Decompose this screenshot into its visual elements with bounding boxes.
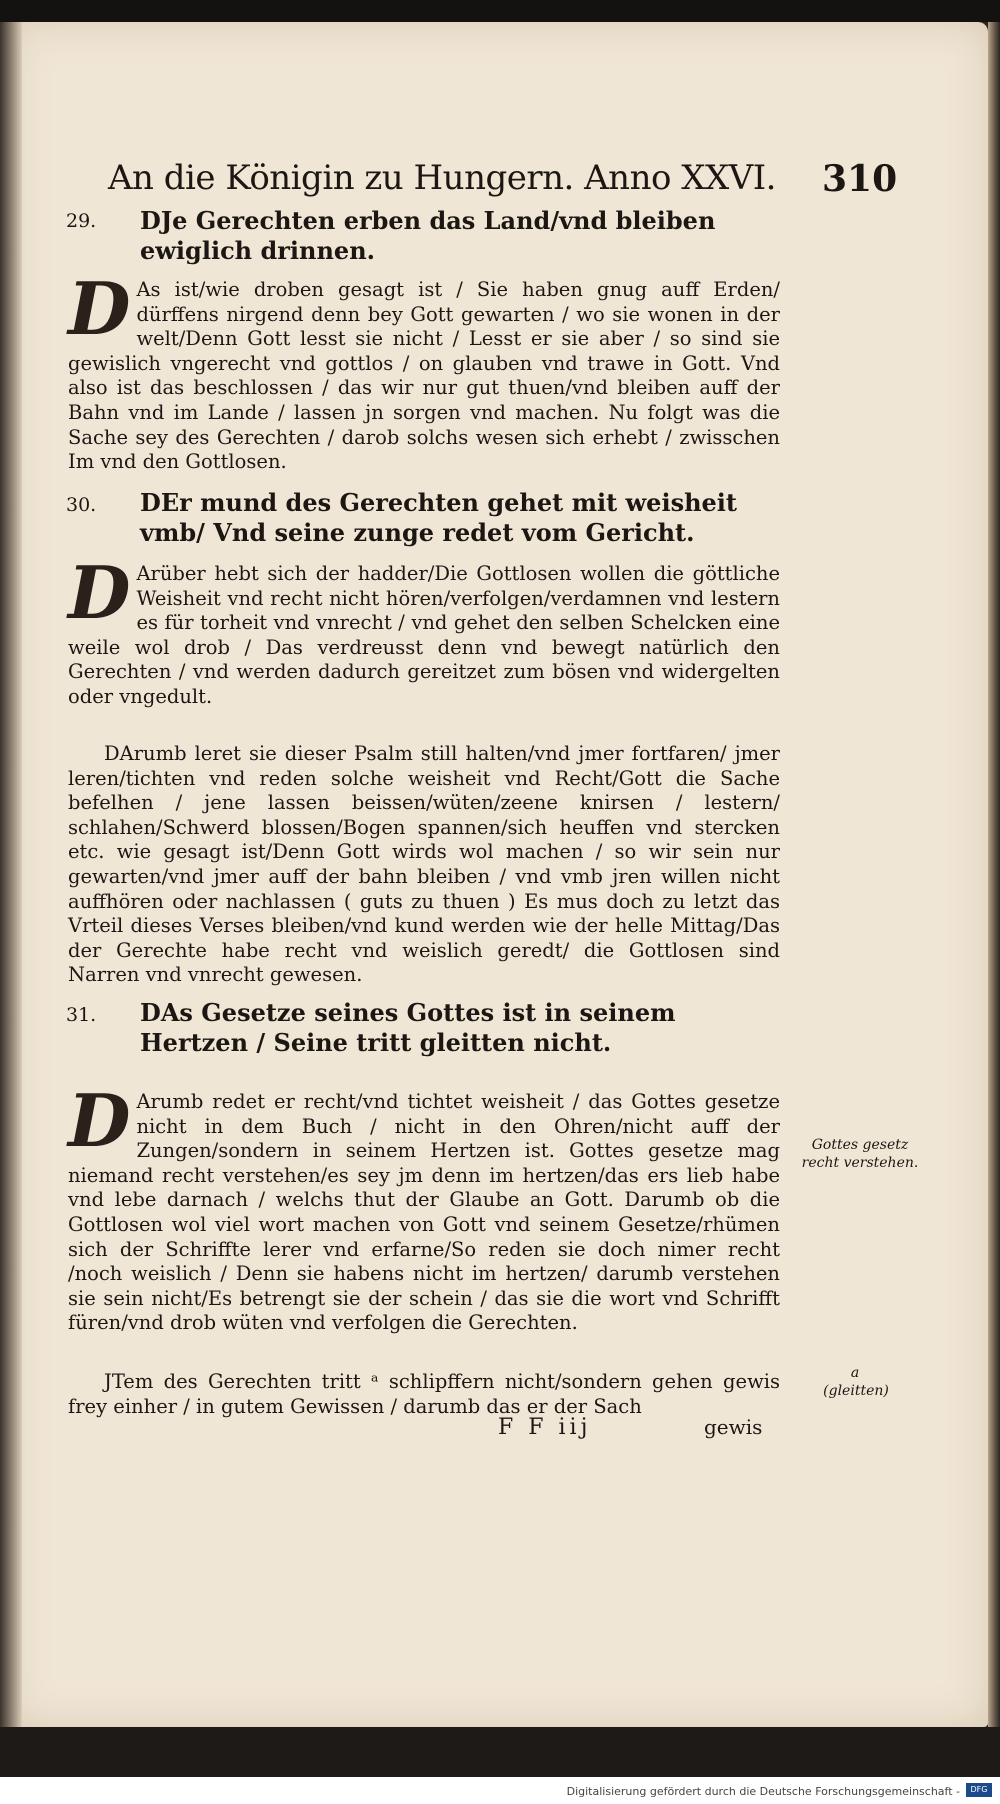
paragraph-text: Arüber hebt sich der hadder/Die Gottlosen wollen die göttliche Weisheit vnd recht nicht hören/verfolgen/verdamnen vnd lestern es für torheit vnd vnrecht / vnd gehet den selben Schelcken eine weile wol drob / Das verdreusst denn vnd bewegt natürlich den Gerechten / vnd werden dadurch gereitzet zum bösen vnd widergelten oder vngedult. <box>68 562 780 708</box>
drop-cap: D <box>68 1078 131 1163</box>
scan-bottom-border <box>0 1727 1000 1777</box>
commentary-paragraph <box>68 742 780 988</box>
drop-cap: D <box>68 266 131 351</box>
running-head: An die Königin zu Hungern. Anno XXVI. <box>108 158 776 198</box>
page-edge <box>988 22 1000 1727</box>
paragraph-text: Arumb redet er recht/vnd tichtet weisheit / das Gottes gesetze nicht in dem Buch / nicht in den Ohren/nicht auff der Zungen/sondern in seinem Hertzen ist. Gottes gesetze mag niemand recht verstehen/es sey jm denn im hertzen/das ers lieb habe vnd lebe darnach / welchs thut der Glaube an Gott. Darumb ob die Gottlosen wol viel wort machen von Gott vnd seinem Gesetze/rhümen sich der Schriffte lerer vnd erfarne/So reden sie doch nimer recht /noch weislich / Denn sie habens nicht im hertzen/ darumb verstehen sie sein nicht/Es betrengt sie der schein / das sie die wort vnd Schrifft füren/vnd drob wüten vnd verfolgen die Gerechten. <box>68 1090 780 1335</box>
commentary-paragraph <box>68 266 780 475</box>
verse-number: 29. <box>66 210 97 232</box>
scan-footer <box>0 1777 1000 1804</box>
book-spine <box>0 22 22 1727</box>
paragraph-text: DArumb leret sie dieser Psalm still halten/vnd jmer fortfaren/ jmer leren/tichten vnd reden solche weisheit vnd Recht/Gott die Sache befelhen / jene lassen beissen/wüten/zeene knirsen / lestern/ schlahen/Schwerd blossen/Bogen spannen/sich heuffen vnd stercken etc. wie gesagt ist/Denn Gott wirds wol machen / so wir sein nur gewarten/vnd jmer auff der bahn bleiben / vnd vmb jren willen nicht auffhören oder nachlassen ( guts zu thuen ) Es mus doch zu letzt das Vrteil dieses Verses bleiben/vnd kund werden wie der helle Mittag/Das der Gerechte habe recht vnd weislich geredt/ die Gottlosen sind Narren vnd vnrecht gewesen. <box>68 742 780 987</box>
paragraph-text: As ist/wie droben gesagt ist / Sie haben gnug auff Erden/ dürffens nirgend denn bey Gott gewarten / wo sie wonen in der welt/Denn Gott lesst sie nicht / Lesst er sie aber / so sind sie gewislich vngerecht vnd gottlos / on glauben vnd trawe in Gott. Vnd also ist das beschlossen / das wir nur gut thuen/vnd bleiben auff der Bahn vnd im Lande / lassen jn sorgen vnd machen. Nu folgt was die Sache sey des Gerechten / darob solchs wesen sich erhebt / zwisschen Im vnd den Gottlosen. <box>68 278 780 474</box>
commentary-paragraph <box>68 1370 780 1419</box>
verse-text: DEr mund des Gerechten gehet mit weisheit vmb/ Vnd seine zunge redet vom Gericht. <box>140 488 737 547</box>
commentary-paragraph <box>68 1078 780 1336</box>
marginal-note-mark: a <box>850 1365 860 1381</box>
verse-number: 31. <box>66 1004 97 1026</box>
verse-text: DAs Gesetze seines Gottes ist in seinem Hertzen / Seine tritt gleitten nicht. <box>140 998 676 1057</box>
paragraph-text: JTem des Gerechten tritt ᵃ schlipffern nicht/sondern gehen gewis frey einher / in gutem Gewissen / darumb das er der Sach <box>68 1370 780 1418</box>
dfg-logo: DFG <box>966 1783 992 1797</box>
verse-text: DJe Gerechten erben das Land/vnd bleiben ewiglich drinnen. <box>140 206 716 265</box>
signature-mark: F F iij <box>498 1415 592 1440</box>
marginal-note: (gleitten) <box>823 1383 889 1399</box>
catchword: gewis <box>704 1415 763 1439</box>
funding-credit: Digitalisierung gefördert durch die Deutsche Forschungsgemeinschaft - <box>566 1785 960 1798</box>
folio-number: 310 <box>822 158 898 200</box>
marginal-note: Gottes gesetz recht verstehen. <box>801 1137 919 1171</box>
commentary-paragraph <box>68 550 780 710</box>
verse-number: 30. <box>66 494 97 516</box>
drop-cap: D <box>68 550 131 635</box>
scan-top-border <box>0 0 1000 22</box>
